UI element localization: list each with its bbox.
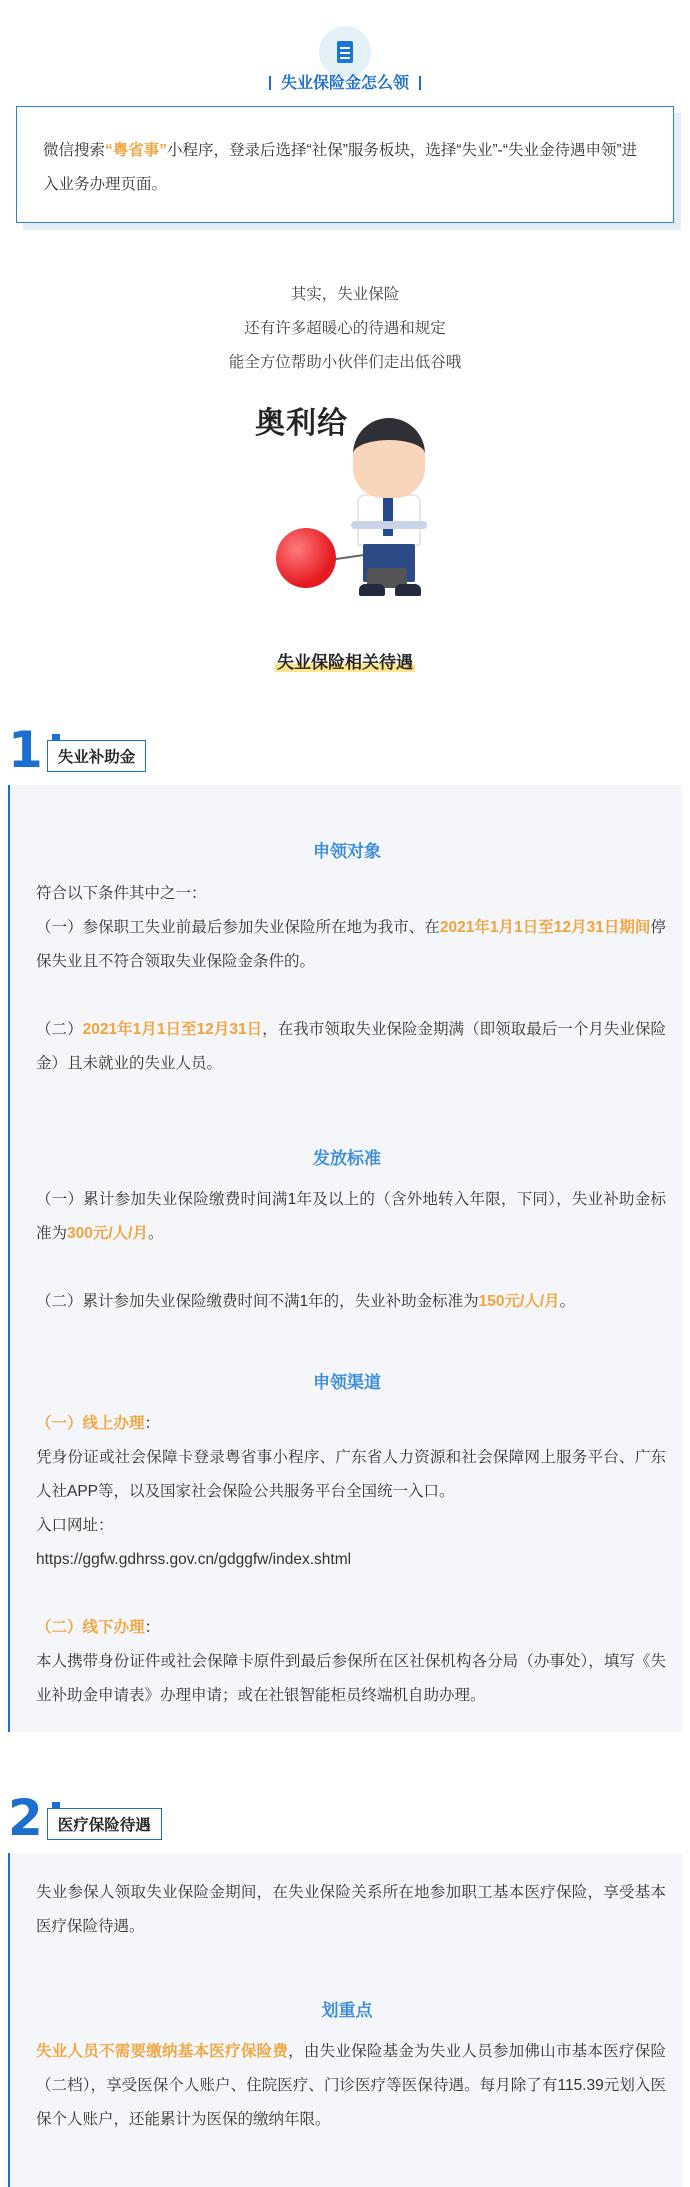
highlight: 150元/人/月 (478, 1293, 560, 1310)
section-label: 医疗保险待遇 (47, 1808, 162, 1840)
section-dot (52, 734, 60, 740)
related-title (0, 648, 690, 673)
notice-suffix: 小程序，登录后选择“社保”服务板块，选择“失业”-“失业金待遇申领”进入业务办理页面。 (43, 142, 638, 193)
text: （一）累计参加失业保险缴费时间满1年及以上的（含外地转入年限，下同），失业补助金标准为 (36, 1191, 666, 1242)
section-number: 1 (8, 721, 43, 779)
person-head (353, 418, 425, 498)
medical-text: 失业参保人领取失业保险金期间，在失业保险关系所在地参加职工基本医疗保险，享受基本医疗保险待遇。 (36, 1884, 666, 1935)
apply-item-1 (36, 911, 666, 979)
balloon-string (335, 554, 365, 560)
apply-intro: 符合以下条件其中之一： (36, 885, 207, 902)
related-title-text: 失业保险相关待遇 (277, 653, 413, 672)
subtitle-text: 申领渠道 (313, 1368, 381, 1393)
section-dot (52, 1802, 60, 1808)
intro-line: 还有许多超暖心的待遇和规定 (244, 320, 446, 337)
section-1-header (8, 721, 146, 779)
section-number: 2 (8, 1789, 43, 1847)
entry-url-link[interactable]: https://ggfw.gdhrss.gov.cn/gdggfw/index.shtml (36, 1551, 352, 1568)
apply-item-2 (36, 1013, 666, 1081)
notice-prefix: 微信搜索 (43, 142, 106, 159)
page-title (0, 70, 690, 93)
cartoon-illustration (255, 398, 455, 598)
spacer (36, 1251, 666, 1285)
offline-heading (36, 1611, 666, 1645)
spacer (36, 979, 666, 1013)
text: ，由失业保险基金为失业人员参加佛山市基本医疗保险（二档），享受医保个人账户、住院医疗、门诊医疗等医保待遇。每月除了有115.39元划入医保个人账户，还能累计为医保的缴纳年限。 (36, 2043, 666, 2128)
person-tie (383, 494, 393, 536)
spacer (36, 1577, 666, 1611)
text: ，在我市领取失业保险金期满（即领取最后一个月失业保险金）且未就业的失业人员。 (36, 1021, 666, 1072)
left-shoe (359, 584, 385, 596)
highlight: （一）线上办理 (36, 1415, 145, 1432)
section-1-panel (8, 785, 682, 1732)
standard-item-2 (36, 1285, 666, 1319)
highlight: （二）线下办理 (36, 1619, 145, 1636)
subtitle-text: 发放标准 (313, 1144, 381, 1169)
subtitle-text: 划重点 (322, 1996, 373, 2021)
page-title-text: 失业保险金怎么领 (280, 75, 409, 92)
pump-handle (351, 521, 427, 529)
text: 。 (148, 1225, 164, 1242)
key-points-body (36, 2035, 666, 2137)
notice-box (16, 106, 674, 223)
standard-title (10, 1144, 684, 1169)
section-2-panel (8, 1853, 682, 2187)
text: ： (144, 1415, 161, 1432)
illustration-caption: 奥利给 (255, 406, 348, 441)
highlight: 300元/人/月 (67, 1225, 148, 1242)
channel-title (10, 1368, 684, 1393)
intro-text (0, 278, 690, 380)
online-text: 凭身份证或社会保障卡登录粤省事小程序、广东省人力资源和社会保障网上服务平台、广东人社APP等，以及国家社会保险公共服务平台全国统一入口。 (36, 1449, 666, 1500)
text: （二） (36, 1021, 83, 1038)
standard-body (36, 1183, 666, 1319)
highlight: 失业人员不需要缴纳基本医疗保险费 (36, 2043, 289, 2060)
online-heading (36, 1407, 666, 1441)
highlight: 2021年1月1日至12月31日期间 (439, 919, 651, 936)
url-label: 入口网址： (36, 1517, 114, 1534)
standard-item-1 (36, 1183, 666, 1251)
red-balloon (276, 528, 336, 588)
section-label: 失业补助金 (47, 740, 147, 772)
text: 。 (559, 1293, 576, 1310)
apply-target-body (36, 877, 666, 1081)
text: （一）参保职工失业前最后参加失业保险所在地为我市、在 (36, 919, 440, 936)
intro-line: 能全方位帮助小伙伴们走出低谷哦 (228, 354, 462, 371)
text: 停保失业且不符合领取失业保险金条件的。 (36, 919, 666, 970)
subtitle-text: 申领对象 (313, 837, 381, 862)
channel-body (36, 1407, 666, 1713)
title-bar-right (419, 76, 421, 90)
text: （二）累计参加失业保险缴费时间不满1年的，失业补助金标准为 (36, 1293, 479, 1310)
section-2-header (8, 1789, 162, 1847)
text: ： (144, 1619, 161, 1636)
key-points-title (10, 1996, 684, 2021)
intro-line: 其实，失业保险 (290, 286, 400, 303)
right-shoe (395, 584, 421, 596)
highlight: 2021年1月1日至12月31日 (82, 1021, 263, 1038)
title-bar-left (269, 76, 271, 90)
notice-highlight: “粤省事” (105, 142, 168, 159)
apply-target-title (10, 837, 684, 862)
offline-text: 本人携带身份证件或社会保障卡原件到最后参保所在区社保机构各分局（办事处），填写《失业补助金申请表》办理申请；或在社银智能柜员终端机自助办理。 (36, 1653, 666, 1704)
